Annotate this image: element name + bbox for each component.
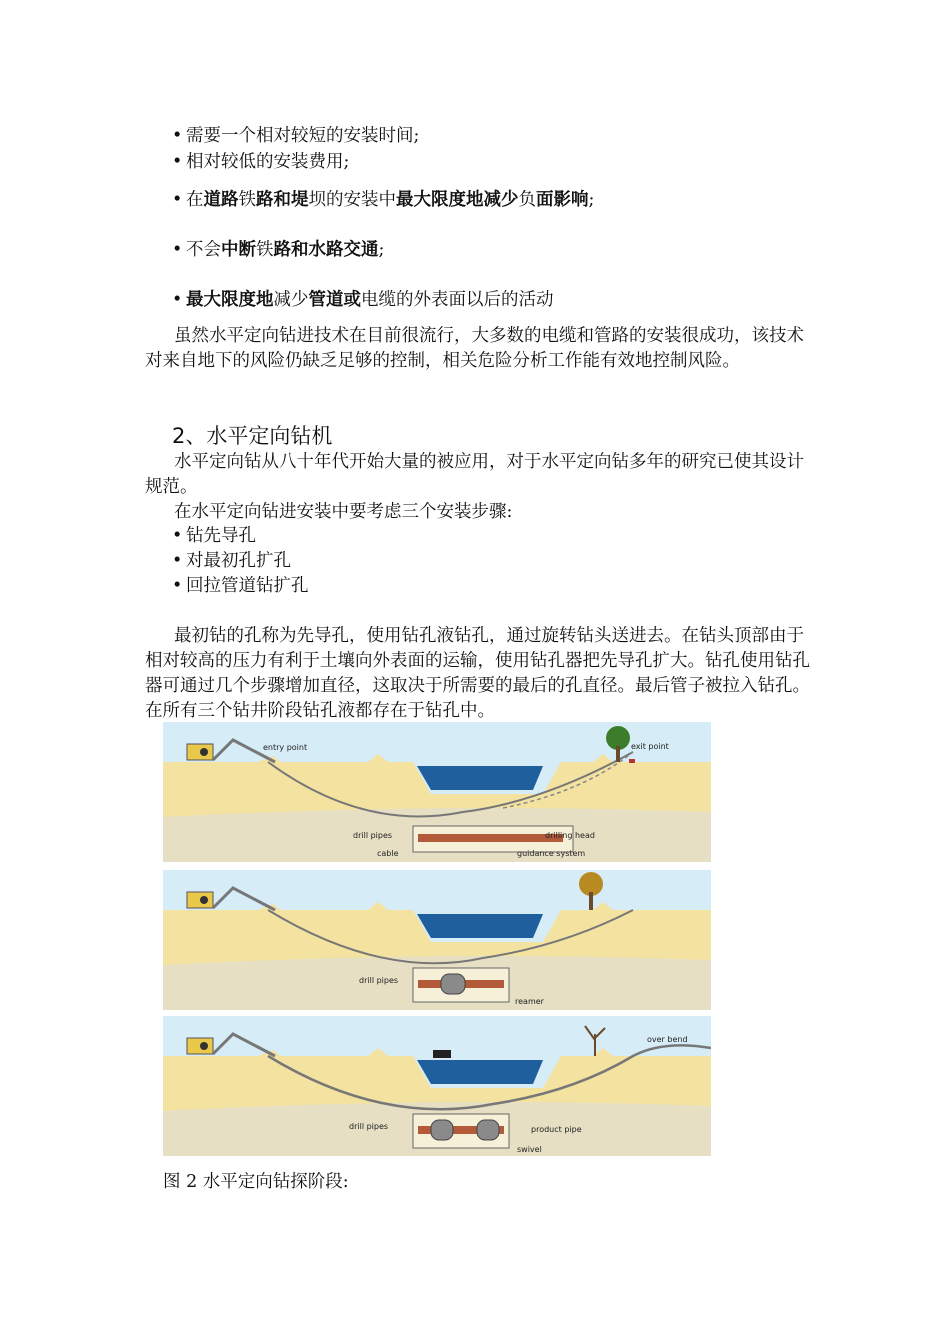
figure-panel-pilot-hole (163, 722, 711, 862)
bullet-dot: • (172, 126, 183, 146)
bullet-dot: • (172, 551, 183, 571)
bullet-item (172, 288, 554, 313)
step-item (172, 574, 309, 599)
paragraph (145, 450, 810, 525)
figure-caption: 图 2 水平定向钻探阶段: (163, 1172, 349, 1192)
label-drill-pipes: drill pipes (353, 831, 393, 840)
section-heading: 2、水平定向钻机 (172, 424, 333, 448)
drilling-diagram-2 (163, 870, 711, 1010)
label-reamer: reamer (515, 997, 544, 1006)
label-exit-point: exit point (631, 742, 669, 751)
bullet-bold: 路和堤 (256, 190, 309, 210)
paragraph-text: 虽然水平定向钻进技术在目前很流行，大多数的电缆和管路的安装很成功，该技术对来自地下的风险仍缺乏足够的控制，相关危险分析工作能有效地控制风险。 (145, 326, 804, 371)
figure-panel-pullback (163, 1016, 711, 1156)
step-item (172, 549, 291, 574)
bullet-dot: • (172, 526, 183, 546)
drilling-diagram-1 (163, 722, 711, 862)
step-text: 回拉管道钻扩孔 (186, 576, 309, 596)
bullet-text: 相对较低的安装费用; (186, 152, 350, 172)
paragraph (145, 624, 810, 724)
bullet-text: ; (588, 190, 595, 210)
paragraph-text: 最初钻的孔称为先导孔，使用钻孔液钻孔，通过旋转钻头送进去。在钻头顶部由于相对较高的压力有利于土壤向外表面的运输，使用钻孔器把先导孔扩大。钻孔使用钻孔器可通过几个步骤增加直径，这取决于所需要的最后的孔直径。最后管子被拉入钻孔。在所有三个钻井阶段钻孔液都存在于钻孔中。 (145, 626, 810, 721)
bullet-bold: 最大限度地减少 (396, 190, 519, 210)
bullet-dot: • (172, 152, 183, 172)
step-text: 对最初孔扩孔 (186, 551, 291, 571)
bullet-bold: 道路 (203, 190, 239, 210)
bullet-bold: 路和水路交通 (273, 240, 379, 260)
bullet-dot: • (172, 190, 183, 210)
bullet-bold: 面影响 (536, 190, 589, 210)
bullet-bold: 中断 (221, 240, 256, 260)
label-product-pipe: product pipe (531, 1125, 582, 1134)
paragraph-text: 水平定向钻从八十年代开始大量的被应用，对于水平定向钻多年的研究已使其设计规范。 (145, 452, 804, 497)
label-entry-point: entry point (263, 743, 308, 752)
label-swivel: swivel (517, 1145, 542, 1154)
label-over-bend: over bend (647, 1035, 688, 1044)
step-item (172, 524, 256, 549)
label-cable: cable (377, 849, 399, 858)
bullet-item (172, 238, 384, 263)
bullet-dot: • (172, 240, 183, 260)
bullet-text: 负 (518, 190, 536, 210)
bullet-dot: • (172, 576, 183, 596)
bullet-text: 坝的安装中 (308, 190, 396, 210)
bullet-item (172, 150, 349, 175)
label-drilling-head: drilling head (545, 831, 595, 840)
label-drill-pipes: drill pipes (349, 1122, 389, 1131)
label-drill-pipes: drill pipes (359, 976, 399, 985)
drilling-diagram-3 (163, 1016, 711, 1156)
figure-panel-reaming (163, 870, 711, 1010)
bullet-item (172, 188, 594, 213)
bullet-text: ; (378, 240, 385, 260)
bullet-dot: • (172, 290, 183, 310)
bullet-text: 铁 (238, 190, 256, 210)
bullet-text: 减少 (273, 290, 309, 310)
bullet-text: 铁 (256, 240, 274, 260)
bullet-text: 不会 (186, 240, 221, 260)
paragraph-text: 在水平定向钻进安装中要考虑三个安装步骤: (174, 502, 513, 522)
step-text: 钻先导孔 (186, 526, 256, 546)
bullet-bold: 最大限度地 (186, 290, 274, 310)
label-guidance-system: guidance system (517, 849, 586, 858)
bullet-item (172, 124, 419, 149)
bullet-text: 在 (186, 190, 204, 210)
bullet-bold: 管道或 (308, 290, 361, 310)
bullet-text: 电缆的外表面以后的活动 (361, 290, 554, 310)
bullet-text: 需要一个相对较短的安装时间; (186, 126, 420, 146)
paragraph (145, 324, 810, 374)
